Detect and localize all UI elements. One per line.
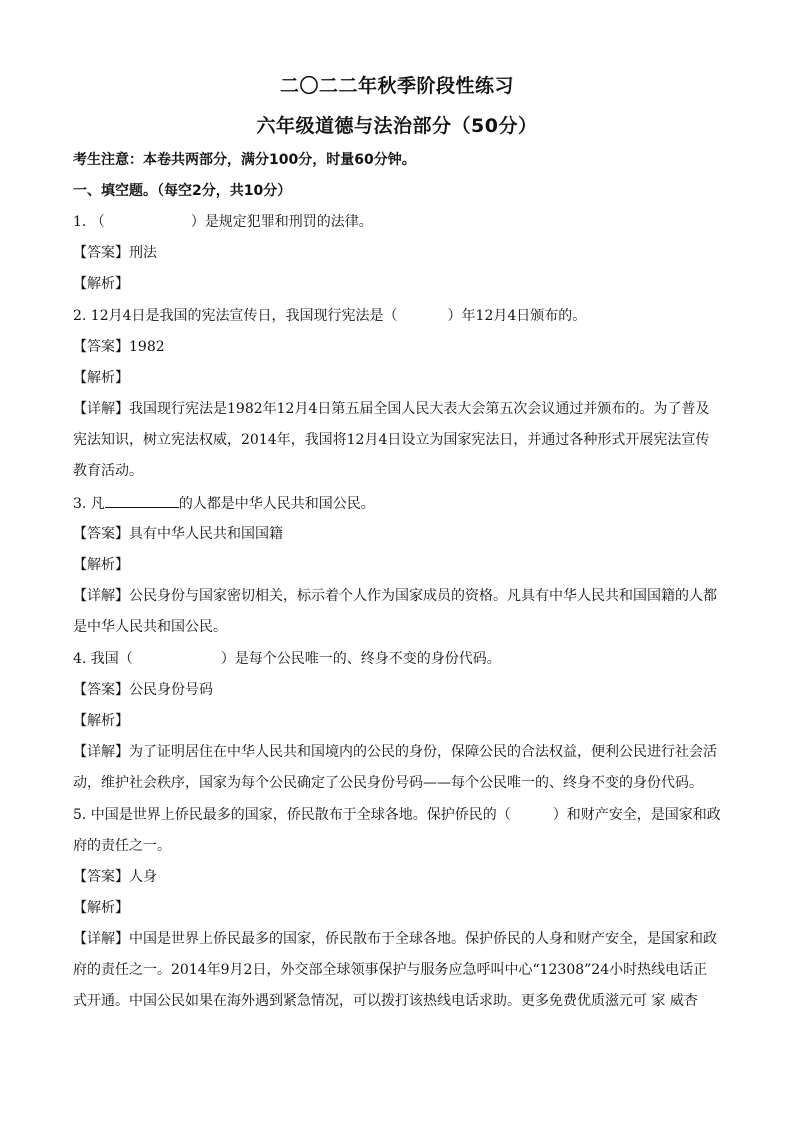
question-1-suffix: ）是规定犯罪和刑罚的法律。 — [190, 214, 373, 230]
analysis-label: 【解析】 — [73, 557, 129, 573]
answer-value: 公民身份号码 — [129, 682, 213, 698]
answer-label: 【答案】 — [73, 339, 129, 355]
exam-notice: 考生注意：本卷共两部分，满分100分，时量60分钟。 — [73, 152, 416, 168]
analysis-label: 【解析】 — [73, 713, 129, 729]
question-5-analysis — [73, 898, 733, 918]
question-1-answer — [73, 243, 733, 263]
question-4-detail-line-2: 动，维护社会秩序，国家为每个公民确定了公民身份号码——每个公民唯一的、终身不变的身份代码。 — [73, 775, 703, 791]
question-4-answer — [73, 680, 733, 700]
question-5-detail-line-3: 式开通。中国公民如果在海外遇到紧急情况，可以拨打该热线电话求助。更多免费优质滋元可 家 威杏 — [73, 993, 698, 1009]
question-3-analysis — [73, 555, 733, 575]
answer-label: 【答案】 — [73, 682, 129, 698]
detail-text: 中国是世界上侨民最多的国家，侨民散布于全球各地。保护侨民的人身和财产安全，是国家和政 — [129, 931, 717, 947]
question-5-answer — [73, 867, 733, 887]
question-5-line-2: 府的责任之一。 — [73, 838, 171, 854]
analysis-label: 【解析】 — [73, 276, 129, 292]
question-3-detail-line-2: 是中华人民共和国公民。 — [73, 619, 227, 635]
question-5-detail-line-2: 府的责任之一。2014年9月2日，外交部全球领事保护与服务应急呼叫中心“12308”24小时热线电话正 — [73, 962, 708, 978]
question-2-detail-line-1 — [73, 399, 733, 419]
question-2-detail-line-3: 教育活动。 — [73, 463, 143, 479]
question-5 — [73, 805, 733, 825]
question-1 — [73, 212, 733, 232]
question-5-detail-line-1 — [73, 929, 733, 949]
detail-label: 【详解】 — [73, 401, 129, 417]
question-4-analysis — [73, 711, 733, 731]
detail-text: 我国现行宪法是1982年12月4日第五届全国人民大表大会第五次会议通过并颁布的。为了普及 — [129, 401, 710, 417]
answer-label: 【答案】 — [73, 526, 129, 542]
answer-value: 具有中华人民共和国国籍 — [129, 526, 283, 542]
detail-text: 公民身份与国家密切相关，标示着个人作为国家成员的资格。凡具有中华人民共和国国籍的人都 — [129, 588, 717, 604]
question-1-analysis — [73, 274, 733, 294]
question-3 — [73, 493, 733, 514]
detail-label: 【详解】 — [73, 931, 129, 947]
analysis-label: 【解析】 — [73, 900, 129, 916]
question-5-prefix: 5. 中国是世界上侨民最多的国家，侨民散布于全球各地。保护侨民的（ — [73, 807, 511, 823]
question-1-prefix: 1. （ — [73, 214, 105, 230]
page-title: 二〇二二年秋季阶段性练习 — [279, 75, 514, 97]
analysis-label: 【解析】 — [73, 370, 129, 386]
detail-text: 为了证明居住在中华人民共和国境内的公民的身份，保障公民的合法权益，便利公民进行社会活 — [129, 744, 717, 760]
answer-label: 【答案】 — [73, 245, 129, 261]
question-4-suffix: ）是每个公民唯一的、终身不变的身份代码。 — [220, 651, 501, 667]
question-3-answer — [73, 524, 733, 544]
question-2-answer — [73, 337, 733, 357]
question-4-prefix: 4. 我国（ — [73, 651, 133, 667]
section-heading: 一、填空题。（每空2分，共10分） — [73, 183, 292, 199]
question-4-detail-line-1 — [73, 742, 733, 762]
question-2-detail-line-2: 宪法知识，树立宪法权威，2014年，我国将12月4日设立为国家宪法日，并通过各种形式开展宪法宣传 — [73, 432, 710, 448]
question-3-detail-line-1 — [73, 586, 733, 606]
question-3-prefix: 3. 凡 — [73, 496, 105, 512]
question-2 — [73, 306, 733, 326]
detail-label: 【详解】 — [73, 744, 129, 760]
answer-value: 人身 — [129, 869, 157, 885]
question-4 — [73, 649, 733, 669]
question-2-prefix: 2. 12月4日是我国的宪法宣传日，我国现行宪法是（ — [73, 308, 398, 324]
question-2-analysis — [73, 368, 733, 388]
answer-label: 【答案】 — [73, 869, 129, 885]
answer-value: 1982 — [129, 339, 165, 355]
question-3-suffix: 的人都是中华人民共和国公民。 — [178, 496, 375, 512]
answer-value: 刑法 — [129, 245, 157, 261]
question-3-blank — [105, 493, 179, 508]
question-2-suffix: ）年12月4日颁布的。 — [447, 308, 587, 324]
detail-label: 【详解】 — [73, 588, 129, 604]
page-subtitle: 六年级道德与法治部分（50分） — [256, 115, 538, 137]
question-5-suffix: ）和财产安全，是国家和政 — [552, 807, 721, 823]
